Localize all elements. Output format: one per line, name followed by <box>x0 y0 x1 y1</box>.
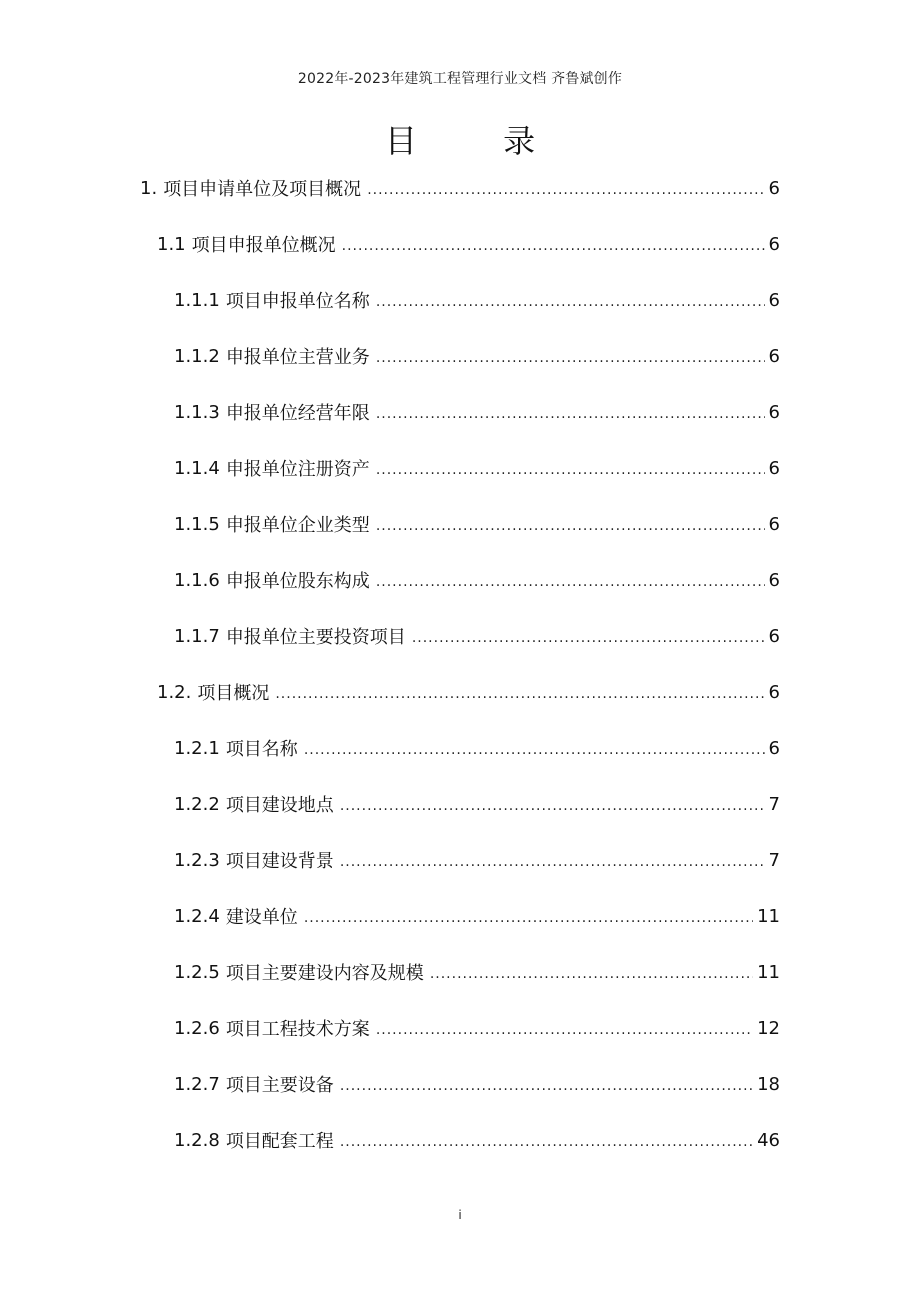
toc-entry-label: 项目主要建设内容及规模 <box>225 963 424 984</box>
toc-entry-label: 项目工程技术方案 <box>225 1019 370 1040</box>
toc-dot-leader <box>376 518 765 534</box>
toc-entry-number: 1.1.6 <box>174 569 220 591</box>
toc-entry-page: 6 <box>768 681 780 703</box>
toc-entry-page: 6 <box>768 457 780 479</box>
toc-entry-label: 项目建设背景 <box>225 851 334 872</box>
toc-entry-label: 申报单位经营年限 <box>225 403 370 424</box>
toc-entry-number: 1.1.5 <box>174 513 220 535</box>
toc-entry-number: 1.1.3 <box>174 401 220 423</box>
toc-dot-leader <box>430 966 753 982</box>
toc-entry-page: 46 <box>757 1129 780 1151</box>
toc-entry-number: 1.2.2 <box>174 793 220 815</box>
toc-entry-label: 项目申请单位及项目概况 <box>163 179 362 200</box>
toc-entry-label: 申报单位股东构成 <box>225 571 370 592</box>
toc-entry-label: 建设单位 <box>225 907 298 928</box>
toc-entry-number: 1. <box>140 177 158 199</box>
toc-entry-label: 项目配套工程 <box>225 1131 334 1152</box>
toc-entry-label: 项目申报单位概况 <box>191 235 336 256</box>
toc-dot-leader <box>412 630 765 646</box>
toc-entry-label: 项目申报单位名称 <box>225 291 370 312</box>
toc-dot-leader <box>376 294 765 310</box>
toc-dot-leader <box>340 854 765 870</box>
toc-entry-number: 1.2.7 <box>174 1073 220 1095</box>
toc-entry[interactable] <box>174 440 780 496</box>
toc-entry[interactable] <box>174 1056 780 1112</box>
toc-entry[interactable] <box>174 272 780 328</box>
page-header: 2022年-2023年建筑工程管理行业文档 齐鲁斌创作 <box>297 71 623 87</box>
toc-entry-number: 1.2.5 <box>174 961 220 983</box>
toc-entry[interactable] <box>174 776 780 832</box>
toc-dot-leader <box>304 910 753 926</box>
toc-entry-page: 7 <box>768 793 780 815</box>
toc-entry-page: 6 <box>768 625 780 647</box>
toc-entry-number: 1.1.7 <box>174 625 220 647</box>
toc-entry[interactable] <box>174 944 780 1000</box>
toc-entry-number: 1.2.3 <box>174 849 220 871</box>
toc-dot-leader <box>342 238 765 254</box>
toc-entry-page: 6 <box>768 177 780 199</box>
toc-entry[interactable] <box>174 552 780 608</box>
toc-entry-page: 6 <box>768 737 780 759</box>
toc-entry[interactable] <box>174 1112 780 1168</box>
toc-entry[interactable] <box>174 608 780 664</box>
toc-entry-label: 申报单位注册资产 <box>225 459 370 480</box>
toc-entry[interactable] <box>157 664 780 720</box>
toc-dot-leader <box>340 798 765 814</box>
toc-entry-page: 6 <box>768 569 780 591</box>
toc-entry-number: 1.2.4 <box>174 905 220 927</box>
toc-entry-page: 11 <box>757 905 780 927</box>
toc-entry[interactable] <box>174 888 780 944</box>
toc-dot-leader <box>304 742 765 758</box>
toc-entry[interactable] <box>174 496 780 552</box>
toc-entry-label: 项目概况 <box>197 683 270 704</box>
toc-entry-label: 项目主要设备 <box>225 1075 334 1096</box>
toc-entry-number: 1.1.2 <box>174 345 220 367</box>
toc-entry-page: 6 <box>768 401 780 423</box>
toc-dot-leader <box>340 1134 753 1150</box>
toc-entry[interactable] <box>174 1000 780 1056</box>
toc-entry-label: 申报单位主营业务 <box>225 347 370 368</box>
toc-entry-number: 1.2.6 <box>174 1017 220 1039</box>
toc-dot-leader <box>367 182 764 198</box>
toc-dot-leader <box>376 574 765 590</box>
toc-entry-page: 6 <box>768 345 780 367</box>
toc-entry-page: 7 <box>768 849 780 871</box>
toc-dot-leader <box>376 1022 753 1038</box>
toc-entry[interactable] <box>157 216 780 272</box>
toc-entry-number: 1.2.1 <box>174 737 220 759</box>
toc-dot-leader <box>275 686 764 702</box>
toc-dot-leader <box>376 462 765 478</box>
toc-entry-page: 18 <box>757 1073 780 1095</box>
toc-entry-label: 申报单位主要投资项目 <box>225 627 406 648</box>
page-number: i <box>458 1208 462 1222</box>
toc-entry-label: 项目名称 <box>225 739 298 760</box>
toc-entry-number: 1.1 <box>157 233 186 255</box>
toc-entry[interactable] <box>174 328 780 384</box>
toc-entry-number: 1.1.1 <box>174 289 220 311</box>
toc-entry-page: 6 <box>768 233 780 255</box>
toc-dot-leader <box>376 406 765 422</box>
toc-dot-leader <box>340 1078 753 1094</box>
toc-entry-page: 6 <box>768 513 780 535</box>
toc-entry-number: 1.2. <box>157 681 192 703</box>
toc-entry-page: 12 <box>757 1017 780 1039</box>
toc-entry-number: 1.1.4 <box>174 457 220 479</box>
toc-entry-label: 申报单位企业类型 <box>225 515 370 536</box>
toc-title: 目 录 <box>384 122 574 160</box>
toc-entry-number: 1.2.8 <box>174 1129 220 1151</box>
toc-entry[interactable] <box>174 832 780 888</box>
toc-entry[interactable] <box>174 384 780 440</box>
toc-entry[interactable] <box>174 720 780 776</box>
toc-entry[interactable] <box>140 160 780 216</box>
toc-entry-page: 11 <box>757 961 780 983</box>
toc-entry-page: 6 <box>768 289 780 311</box>
toc-entry-label: 项目建设地点 <box>225 795 334 816</box>
toc-dot-leader <box>376 350 765 366</box>
